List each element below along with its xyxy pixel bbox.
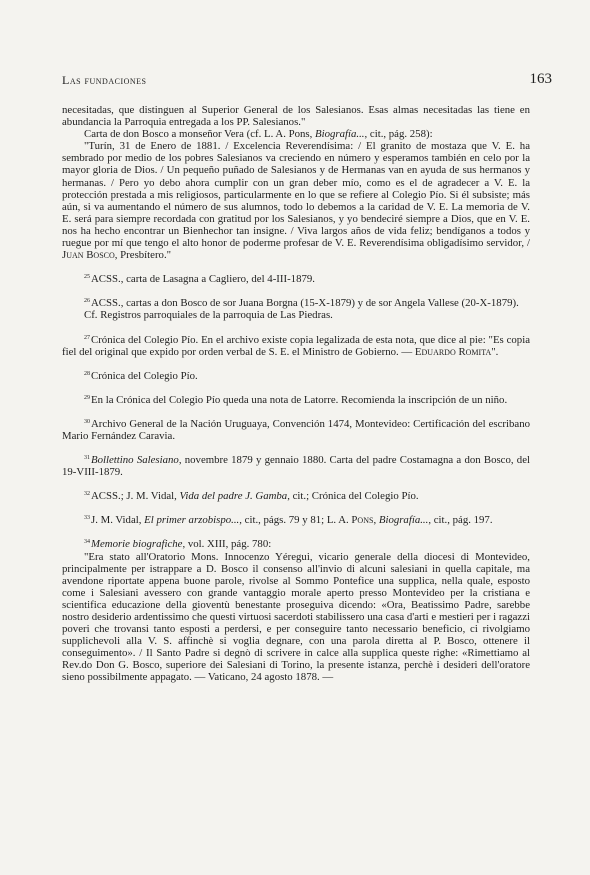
page-body [62, 104, 530, 684]
book-title: Biografía... [315, 128, 365, 141]
footnote-25: $^{25}$ACSS., carta de Lasagna a Cagliero, del 4-III-1879. [84, 273, 315, 286]
footnote-26-cont: Cf. Registros parroquiales de la parroquia de Las Piedras. [84, 309, 333, 322]
letter-quote: "Turín, 31 de Enero de 1881. / Excelencia Reverendísima: / El granito de mostaza que V. E. ha sembrado por medio de los pobres Salesianos va creciendo en número y esperamos también en celo por la mayor gloria de Dios. / Un pequeño puñado de Salesianos y de Hermanas van en ayuda de sus hermanos y hermanas. / Pero yo debo ahora cumplir con un gran deber mío, como es el de agradecer a V. E. la protección prestada a mis religiosos, particularmente en lo que se refiere al Colegio Pío. Si él subsiste; más aún, si va aumentando el número de sus alumnos, todo lo debemos a la caridad de V. E. La memoria de V. E. será para siempre recordada con gratitud por los Salesianos, y yo bendeciré siempre a Dios, que en V. E. nos ha hecho encontrar un Bienhechor tan insigne. / Viva largos años de vida feliz; bendíganos a todos y ruegue por mí que tengo el alto honor de poderme profesar de V. E. Reverendísima obligadísimo servidor, / Juan Bosco, Presbítero." [62, 140, 530, 262]
page-number: 163 [529, 71, 552, 87]
footnote-34-quote: "Era stato all'Oratorio Mons. Innocenzo Yéregui, vicario generale della diocesi di Montevideo, principalmente per istrappare a D. Bosco il consenso all'invio di alcuni salesiani in quella capitale, ma avendone riportate appena buone parole, rivolse al Sommo Pontefice una supplica, nella quale, esposto come i Salesiani avessero con grande vantaggio morale aperto presso Montevideo per la cristiana e scientifica educazione della gioventù benestante proseguiva dicendo: «Ora, Beatissimo Padre, sarebbe nostro desiderio ardentissimo che questi virtuosi sacerdoti stabilissero una casa d'arti e mestieri per i ragazzi poveri che trovansi tanto esposti a perdersi, e per conseguire tanto necessario beneficio, ci rivolgiamo supplichevoli alla V. S. affinchè si voglia degnare, con una parola diretta al P. Bosco, ottenere il conseguimento». / Il Santo Padre si degnò di scrivere in calce alla supplica queste righe: «Rimettiamo al Rev.do Don G. Bosco, superiore dei Salesiani di Torino, la presente istanza, perchè i desideri dell'oratore sieno possibilmente appagato. — Vaticano, 24 agosto 1878. — [62, 550, 530, 684]
footnote-33: $^{33}$J. M. Vidal, El primer arzobispo..., cit., págs. 79 y 81; L. A. Pons, Biografía..., cit., pág. 197. [84, 514, 493, 527]
footnote-32: $^{32}$ACSS.; J. M. Vidal, Vida del padre J. Gamba, cit.; Crónica del Colegio Pío. [84, 490, 419, 503]
footnote-34: $^{34}$Memorie biografiche, vol. XIII, pág. 780: [84, 538, 272, 551]
intro-paragraph: necesitadas, que distinguen al Superior General de los Salesianos. Esas almas necesitadas las tiene en abundancia la Parroquia entregada a los PP. Salesianos." [62, 104, 530, 129]
footnote-27: $^{27}$Crónica del Colegio Pío. En el archivo existe copia legalizada de esta nota, que dice al pie: "Es copia fiel del original que expido por orden verbal de S. E. el Ministro de Gobierno. — Eduardo Romita". [62, 333, 530, 358]
letter-lead: Carta de don Bosco a monseñor Vera (cf. L. A. Pons, Biografía..., cit., pág. 258): [84, 128, 433, 141]
footnote-30: $^{30}$Archivo General de la Nación Uruguaya, Convención 1474, Montevideo: Certificación del escribano Mario Fernández Caravia. [62, 417, 530, 442]
footnote-31: $^{31}$Bollettino Salesiano, novembre 1879 y gennaio 1880. Carta del padre Costamagna a don Bosco, del 19-VIII-1879. [62, 454, 530, 479]
footnote-29: $^{29}$En la Crónica del Colegio Pío queda una nota de Latorre. Recomienda la inscripción de un niño. [84, 393, 508, 406]
signature: Juan Bosco [62, 249, 115, 262]
footnote-28: $^{28}$Crónica del Colegio Pío. [84, 369, 198, 382]
footnote-26: $^{26}$ACSS., cartas a don Bosco de sor Juana Borgna (15-X-1879) y de sor Angela Vallese (20-X-1879). [84, 297, 519, 310]
running-title: Las fundaciones [62, 73, 147, 87]
